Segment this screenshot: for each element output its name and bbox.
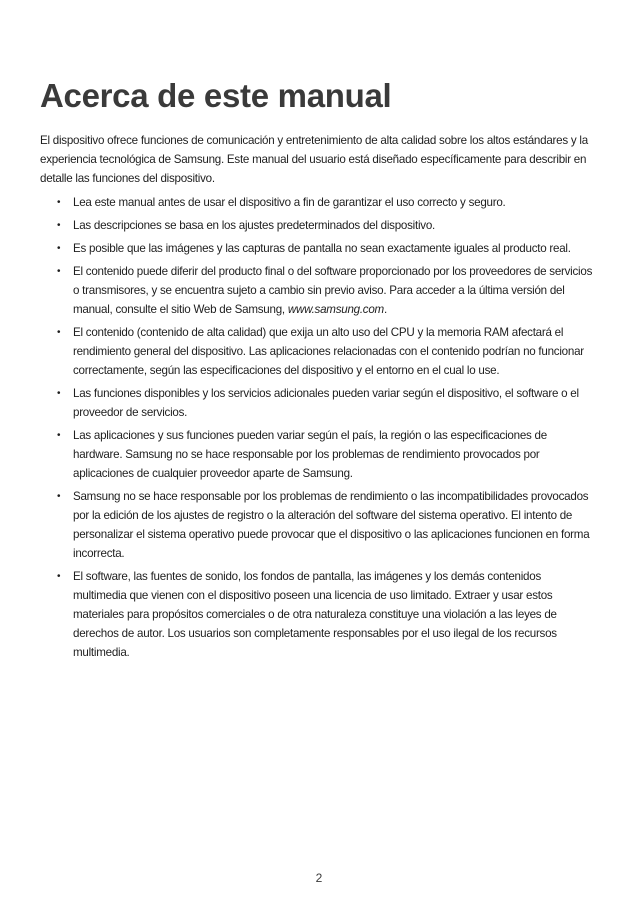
list-item-text: El contenido puede diferir del producto final o del software proporcionado por los proveedores de servicios o transmisores, y se encuentra sujeto a cambio sin previo aviso. Para acceder a la última versión del manual, consulte el sitio Web de Samsung, xyxy=(73,265,593,316)
list-item-text: Lea este manual antes de usar el dispositivo a fin de garantizar el uso correcto y seguro. xyxy=(73,196,506,209)
bullet-icon: • xyxy=(57,243,61,254)
list-item xyxy=(40,193,596,212)
list-item-text: Samsung no se hace responsable por los problemas de rendimiento o las incompatibilidades provocados por la edición de los ajustes de registro o la alteración del software del sistema operativo. El intento de personalizar el sistema operativo puede provocar que el dispositivo o las aplicaciones funcionen en forma incorrecta. xyxy=(73,490,590,560)
list-item-text: Las descripciones se basa en los ajustes predeterminados del dispositivo. xyxy=(73,219,435,232)
page-title: Acerca de este manual xyxy=(40,77,392,114)
samsung-website-link[interactable]: www.samsung.com xyxy=(287,303,384,316)
list-item xyxy=(40,216,596,235)
page-content xyxy=(40,131,596,666)
list-item-text: El software, las fuentes de sonido, los fondos de pantalla, las imágenes y los demás contenidos multimedia que vienen con el dispositivo poseen una licencia de uso limitado. Extraer y usar estos materiales para propósitos comerciales o de otra naturaleza constituye una violación a las leyes de derechos de autor. Los usuarios son completamente responsables por el uso ilegal de los recursos multimedia. xyxy=(73,570,557,659)
bullet-list xyxy=(40,193,596,662)
list-item-text: El contenido (contenido de alta calidad) que exija un alto uso del CPU y la memoria RAM afectará el rendimiento general del dispositivo. Las aplicaciones relacionadas con el contenido podrían no funcionar correctamente, según las especificaciones del dispositivo y el entorno en el cual lo use. xyxy=(73,326,584,377)
list-item-text: Es posible que las imágenes y las capturas de pantalla no sean exactamente iguales al producto real. xyxy=(73,242,571,255)
list-item-text: Las aplicaciones y sus funciones pueden variar según el país, la región o las especificaciones de hardware. Samsung no se hace responsable por los problemas de rendimiento provocados por aplicaciones de cualquier proveedor aparte de Samsung. xyxy=(73,429,547,480)
list-item xyxy=(40,323,596,380)
list-item-text-end: . xyxy=(383,303,387,316)
intro-paragraph: El dispositivo ofrece funciones de comunicación y entretenimiento de alta calidad sobre los altos estándares y la experiencia tecnológica de Samsung. Este manual del usuario está diseñado específicamente para describir en detalle las funciones del dispositivo. xyxy=(40,134,588,185)
list-item xyxy=(40,384,596,422)
list-item xyxy=(40,426,596,483)
bullet-icon: • xyxy=(57,327,61,338)
bullet-icon: • xyxy=(57,220,61,231)
bullet-icon: • xyxy=(57,571,61,582)
list-item xyxy=(40,567,596,662)
bullet-icon: • xyxy=(57,388,61,399)
bullet-icon: • xyxy=(57,491,61,502)
list-item-text: Las funciones disponibles y los servicios adicionales pueden variar según el dispositivo, el software o el proveedor de servicios. xyxy=(73,387,579,419)
list-item xyxy=(40,262,596,319)
bullet-icon: • xyxy=(57,430,61,441)
bullet-icon: • xyxy=(57,266,61,277)
page-number: 2 xyxy=(315,871,323,885)
list-item xyxy=(40,487,596,563)
bullet-icon: • xyxy=(57,197,61,208)
list-item xyxy=(40,239,596,258)
